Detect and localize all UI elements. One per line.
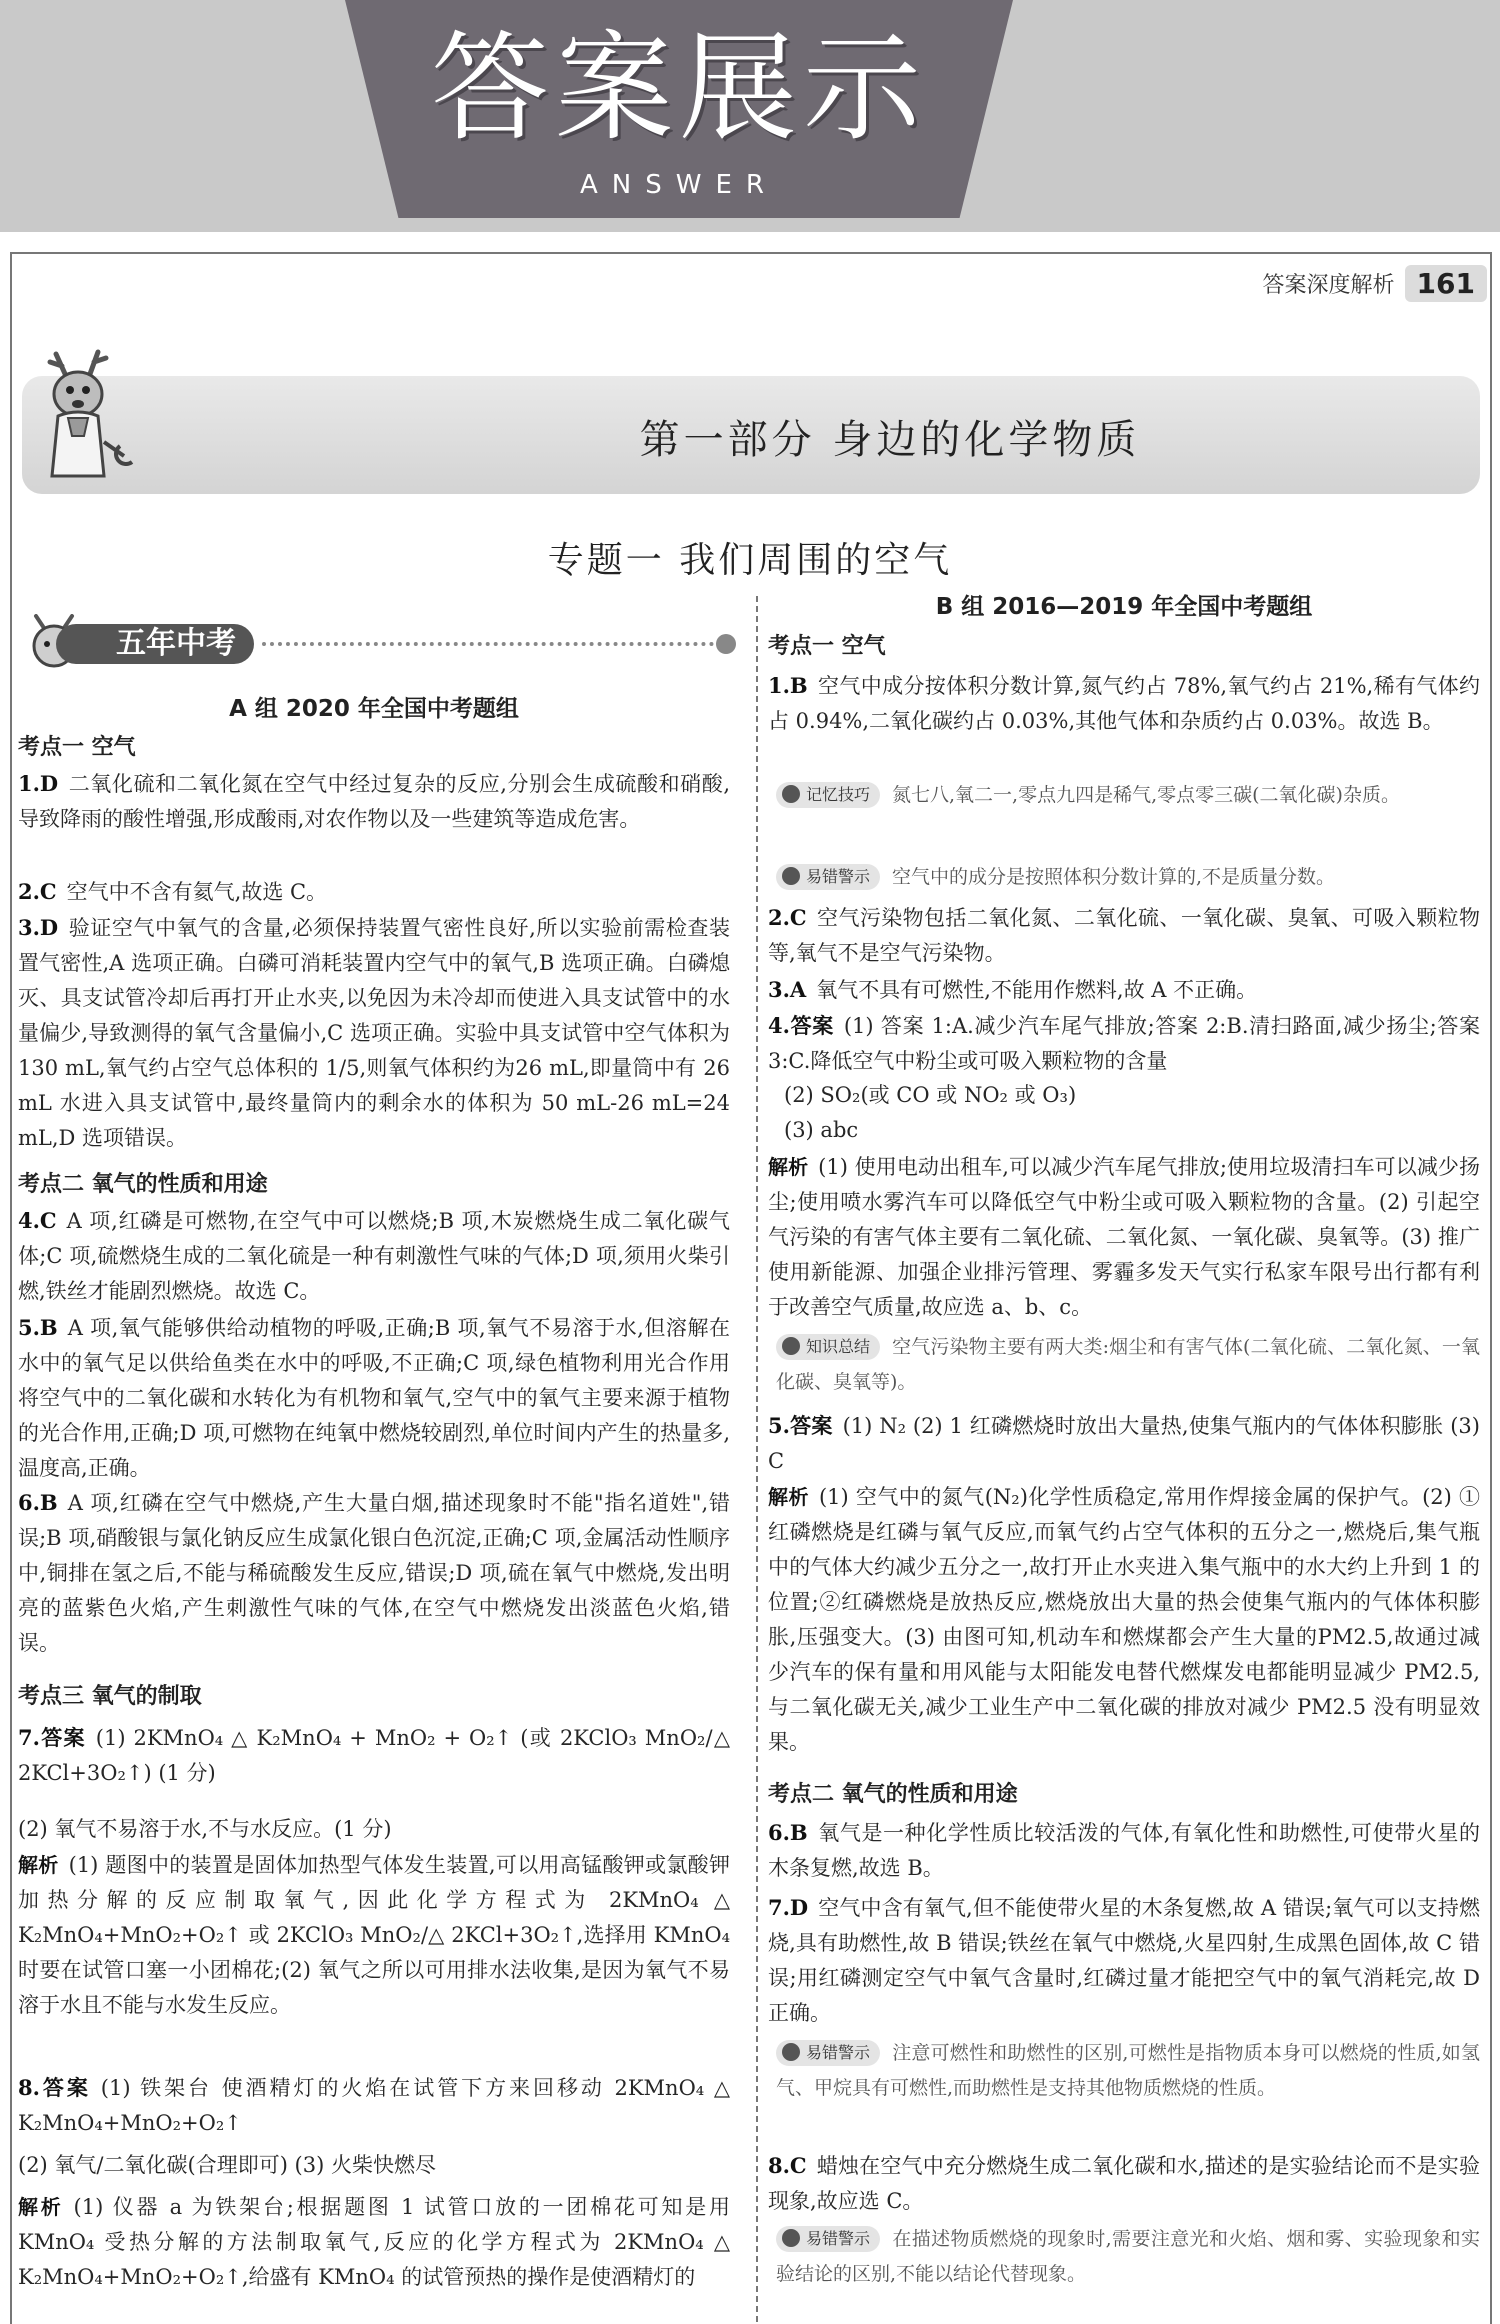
tip-badge-icon: [782, 1337, 800, 1355]
right-q4: [768, 1008, 1480, 1078]
tip-badge-icon: [782, 867, 800, 885]
left-q7-explanation-label: 解析: [18, 1853, 59, 1877]
right-tip-warning-2-text: 注意可燃性和助燃性的区别,可燃性是指物质本身可以燃烧的性质,如氢气、甲烷具有可燃性,而助燃性是支持其他物质燃烧的性质。: [776, 2042, 1480, 2099]
left-q8-number: 8.答案: [18, 2075, 91, 2100]
left-q8-explanation-label: 解析: [18, 2195, 64, 2219]
right-q8-number: 8.C: [768, 2153, 807, 2178]
section-badge: [22, 620, 722, 672]
right-q1-number: 1.B: [768, 673, 808, 698]
left-q8: [18, 2070, 730, 2142]
left-q2-text: 空气中不含有氦气,故选 C。: [66, 880, 328, 904]
column-divider: [756, 596, 758, 2322]
left-q5-text: A 项,氧气能够供给动植物的呼吸,正确;B 项,氧气不易溶于水,但溶解在水中的氧气足以供给鱼类在水中的呼吸,不正确;C 项,绿色植物利用光合作用将空气中的二氧化碳和水转化为有机物和氧气,空气中的氧气主要来源于植物的光合作用,正确;D 项,可燃物在纯氧中燃烧较剧烈,单位时间内产生的热量多,温度高,正确。: [18, 1316, 730, 1480]
right-tip-summary: [776, 1330, 1480, 1400]
page-header: [1255, 264, 1487, 302]
left-q8-part2: (2) 氧气/二氧化碳(合理即可) (3) 火柴快燃尽: [18, 2153, 436, 2177]
left-q5: [18, 1310, 730, 1486]
section-badge-dotted-line: [262, 642, 722, 646]
left-q8-explanation: [18, 2190, 730, 2322]
right-q5: [768, 1408, 1480, 1478]
right-tip-warning-3: [776, 2222, 1480, 2292]
right-q5-text: (1) N₂ (2) 1 红磷燃烧时放出大量热,使集气瓶内的气体体积膨胀 (3) C: [768, 1414, 1480, 1473]
left-q7: [18, 1720, 730, 1825]
right-q5-explanation-text: (1) 空气中的氮气(N₂)化学性质稳定,常用作焊接金属的保护气。(2) ①红磷燃烧是红磷与氧气反应,而氧气约占空气体积的五分之一,燃烧后,集气瓶中的气体大约减少五分之一,故打开止水夹进入集气瓶中的水大约上升到 1 的位置;②红磷燃烧是放热反应,燃烧放出大量的热会使集气瓶内的气体体积膨胀,压强变大。(3) 由图可知,机动车和燃煤都会产生大量的PM2.5,故通过减少汽车的保有量和用风能与太阳能发电替代燃煤发电都能明显减少 PM2.5,与二氧化碳无关,减少工业生产中二氧化碳的排放对减少 PM2.5 没有明显效果。: [768, 1485, 1480, 1754]
section-badge-end-dot: [716, 634, 736, 654]
right-q6-text: 氧气是一种化学性质比较活泼的气体,有氧化性和助燃性,可使带火星的木条复燃,故选 B。: [768, 1821, 1480, 1880]
right-q2-text: 空气污染物包括二氧化氮、二氧化硫、一氧化碳、臭氧、可吸入颗粒物等,氧气不是空气污染物。: [768, 906, 1480, 965]
left-q7-explanation: [18, 1848, 730, 2060]
left-q1: [18, 766, 730, 871]
right-q7: [768, 1890, 1480, 2030]
left-q4-text: A 项,红磷是可燃物,在空气中可以燃烧;B 项,木炭燃烧生成二氧化碳气体;C 项,硫燃烧生成的二氧化硫是一种有刺激性气味的气体;D 项,须用火柴引燃,铁丝才能剧烈燃烧。故选 C。: [18, 1209, 730, 1303]
right-tip-memory-text: 氮七八,氧二一,零点九四是稀气,零点零三碳(二氧化碳)杂质。: [892, 784, 1400, 806]
tip-badge-icon: [782, 785, 800, 803]
left-q3-number: 3.D: [18, 915, 59, 940]
right-q4-text: (1) 答案 1:A.减少汽车尾气排放;答案 2:B.清扫路面,减少扬尘;答案 3:C.降低空气中粉尘或可吸入颗粒物的含量: [768, 1014, 1480, 1073]
right-tip-warning-3-text: 在描述物质燃烧的现象时,需要注意光和火焰、烟和雾、实验现象和实验结论的区别,不能以结论代替现象。: [776, 2228, 1480, 2285]
left-q6: [18, 1485, 730, 1661]
right-q7-text: 空气中含有氧气,但不能使带火星的木条复燃,故 A 错误;氧气可以支持燃烧,具有助燃性,故 B 错误;铁丝在氧气中燃烧,火星四射,生成黑色固体,故 C 错误;用红磷测定空气中氧气含量时,红磷过量才能把空气中的氧气消耗完,故 D 正确。: [768, 1896, 1480, 2025]
right-tip-warning-1: [776, 860, 1480, 895]
left-q2-number: 2.C: [18, 879, 57, 904]
right-tip-warning-2: [776, 2036, 1480, 2141]
right-q4-number: 4.答案: [768, 1013, 834, 1038]
tip-tag-warning: [776, 864, 880, 890]
right-q4-explanation: [768, 1150, 1480, 1326]
right-q4-part2: (2) SO₂(或 CO 或 NO₂ 或 O₃): [784, 1083, 1077, 1107]
tip-badge-icon: [782, 2043, 800, 2061]
tip-tag-warning-label: 易错警示: [806, 2043, 871, 2062]
tip-tag-memory: [776, 782, 880, 808]
right-kd1-heading: 考点一 空气: [768, 634, 886, 659]
deer-mascot-icon: [28, 346, 148, 496]
tip-tag-warning: [776, 2226, 880, 2252]
page-header-text: 答案深度解析: [1262, 272, 1395, 298]
banner-title: 答案展示: [430, 19, 927, 157]
tip-tag-summary-label: 知识总结: [806, 1337, 871, 1356]
left-q7-part2: (2) 氧气不易溶于水,不与水反应。(1 分): [18, 1817, 392, 1841]
section-badge-label: 五年中考: [56, 624, 254, 664]
right-q4-part3: (3) abc: [784, 1118, 859, 1142]
left-q7-number: 7.答案: [18, 1725, 86, 1750]
tip-tag-warning-label: 易错警示: [806, 867, 871, 886]
right-q6: [768, 1815, 1480, 1885]
right-q3-text: 氧气不具有可燃性,不能用作燃料,故 A 不正确。: [816, 978, 1258, 1002]
tip-tag-memory-label: 记忆技巧: [806, 785, 871, 804]
page-number: 161: [1405, 265, 1487, 302]
right-tip-warning-1-text: 空气中的成分是按照体积分数计算的,不是质量分数。: [892, 866, 1336, 888]
group-b-title: B 组 2016—2019 年全国中考题组: [935, 594, 1313, 620]
right-kd2-heading: 考点二 氧气的性质和用途: [768, 1782, 1018, 1807]
tip-tag-warning-label: 易错警示: [806, 2229, 871, 2248]
right-q4-explanation-text: (1) 使用电动出租车,可以减少汽车尾气排放;使用垃圾清扫车可以减少扬尘;使用喷水雾汽车可以降低空气中粉尘或可吸入颗粒物的含量。(2) 引起空气污染的有害气体主要有二氧化硫、二氧化氮、一氧化碳、臭氧等。(3) 推广使用新能源、加强企业排污管理、雾霾多发天气实行私家车限号出行都有利于改善空气质量,故应选 a、b、c。: [768, 1155, 1480, 1319]
right-tip-memory: [776, 778, 1480, 848]
group-a-title: A 组 2020 年全国中考题组: [229, 696, 519, 722]
part-title: 第一部分 身边的化学物质: [639, 417, 1141, 463]
right-tip-summary-text: 空气污染物主要有两大类:烟尘和有害气体(二氧化硫、二氧化氮、一氧化碳、臭氧等)。: [776, 1336, 1480, 1393]
right-q1: [768, 668, 1480, 773]
right-q6-number: 6.B: [768, 1820, 808, 1845]
right-q5-number: 5.答案: [768, 1413, 833, 1438]
right-q7-number: 7.D: [768, 1895, 809, 1920]
right-q5-explanation: [768, 1480, 1480, 1762]
left-kd3-heading: 考点三 氧气的制取: [18, 1684, 202, 1709]
left-q1-number: 1.D: [18, 771, 59, 796]
left-q6-text: A 项,红磷在空气中燃烧,产生大量白烟,描述现象时不能"指名道姓",错误;B 项,硝酸银与氯化钠反应生成氯化银白色沉淀,正确;C 项,金属活动性顺序中,铜排在氢之后,不能与稀硫酸发生反应,错误;D 项,硫在氧气中燃烧,发出明亮的蓝紫色火焰,产生刺激性气味的气体,在空气中燃烧发出淡蓝色火焰,错误。: [18, 1491, 730, 1655]
right-q2-number: 2.C: [768, 905, 807, 930]
left-q8-text: (1) 铁架台 使酒精灯的火焰在试管下方来回移动 2KMnO₄ △ K₂MnO₄+MnO₂+O₂↑: [18, 2076, 730, 2135]
left-q7-text: (1) 2KMnO₄ △ K₂MnO₄ + MnO₂ + O₂↑ (或 2KClO₃ MnO₂/△ 2KCl+3O₂↑) (1 分): [18, 1726, 730, 1785]
left-q7-explanation-text: (1) 题图中的装置是固体加热型气体发生装置,可以用高锰酸钾或氯酸钾加热分解的反应制取氧气,因此化学方程式为 2KMnO₄ △ K₂MnO₄+MnO₂+O₂↑ 或 2KClO₃ MnO₂/△ 2KCl+3O₂↑,选择用 KMnO₄ 时要在试管口塞一小团棉花;(2) 氧气之所以可用排水法收集,是因为氧气不易溶于水且不能与水发生反应。: [18, 1853, 730, 2017]
left-q4-number: 4.C: [18, 1208, 57, 1233]
banner-subtitle: ANSWER: [580, 170, 778, 200]
right-q2: [768, 900, 1480, 970]
left-q8-explanation-text: (1) 仪器 a 为铁架台;根据题图 1 试管口放的一团棉花可知是用 KMnO₄ 受热分解的方法制取氧气,反应的化学方程式为 2KMnO₄ △ K₂MnO₄+MnO₂+O₂↑,给盛有 KMnO₄ 的试管预热的操作是使酒精灯的: [18, 2195, 730, 2289]
left-q2: [18, 874, 730, 909]
left-kd1-heading: 考点一 空气: [18, 735, 136, 760]
right-q8-text: 蜡烛在空气中充分燃烧生成二氧化碳和水,描述的是实验结论而不是实验现象,故应选 C。: [768, 2154, 1480, 2213]
tip-tag-summary: [776, 1334, 880, 1360]
topic-title: 专题一 我们周围的空气: [547, 540, 953, 581]
left-q3-text: 验证空气中氧气的含量,必须保持装置气密性良好,所以实验前需检查装置气密性,A 选项正确。白磷可消耗装置内空气中的氧气,B 选项正确。白磷熄灭、具支试管冷却后再打开止水夹,以免因为未冷却而使进入具支试管中的水量偏少,导致测得的氧气含量偏小,C 选项正确。实验中具支试管中空气体积为130 mL,氧气约占空气总体积的 1/5,则氧气体积约为26 mL,即量筒中有 26 mL 水进入具支试管中,最终量筒内的剩余水的体积为 50 mL-26 mL=24 mL,D 选项错误。: [18, 916, 730, 1150]
right-q4-explanation-label: 解析: [768, 1155, 809, 1179]
left-kd2-heading: 考点二 氧气的性质和用途: [18, 1172, 268, 1197]
right-q8: [768, 2148, 1480, 2218]
right-q5-explanation-label: 解析: [768, 1485, 809, 1509]
tip-tag-warning: [776, 2040, 880, 2066]
left-q3: [18, 910, 730, 1160]
left-q6-number: 6.B: [18, 1490, 58, 1515]
left-q5-number: 5.B: [18, 1315, 58, 1340]
left-q1-text: 二氧化硫和二氧化氮在空气中经过复杂的反应,分别会生成硫酸和硝酸,导致降雨的酸性增强,形成酸雨,对农作物以及一些建筑等造成危害。: [18, 772, 730, 831]
tip-badge-icon: [782, 2229, 800, 2247]
right-q1-text: 空气中成分按体积分数计算,氮气约占 78%,氧气约占 21%,稀有气体约占 0.94%,二氧化碳约占 0.03%,其他气体和杂质约占 0.03%。故选 B。: [768, 674, 1480, 733]
right-q3: [768, 972, 1480, 1007]
right-q3-number: 3.A: [768, 977, 807, 1002]
